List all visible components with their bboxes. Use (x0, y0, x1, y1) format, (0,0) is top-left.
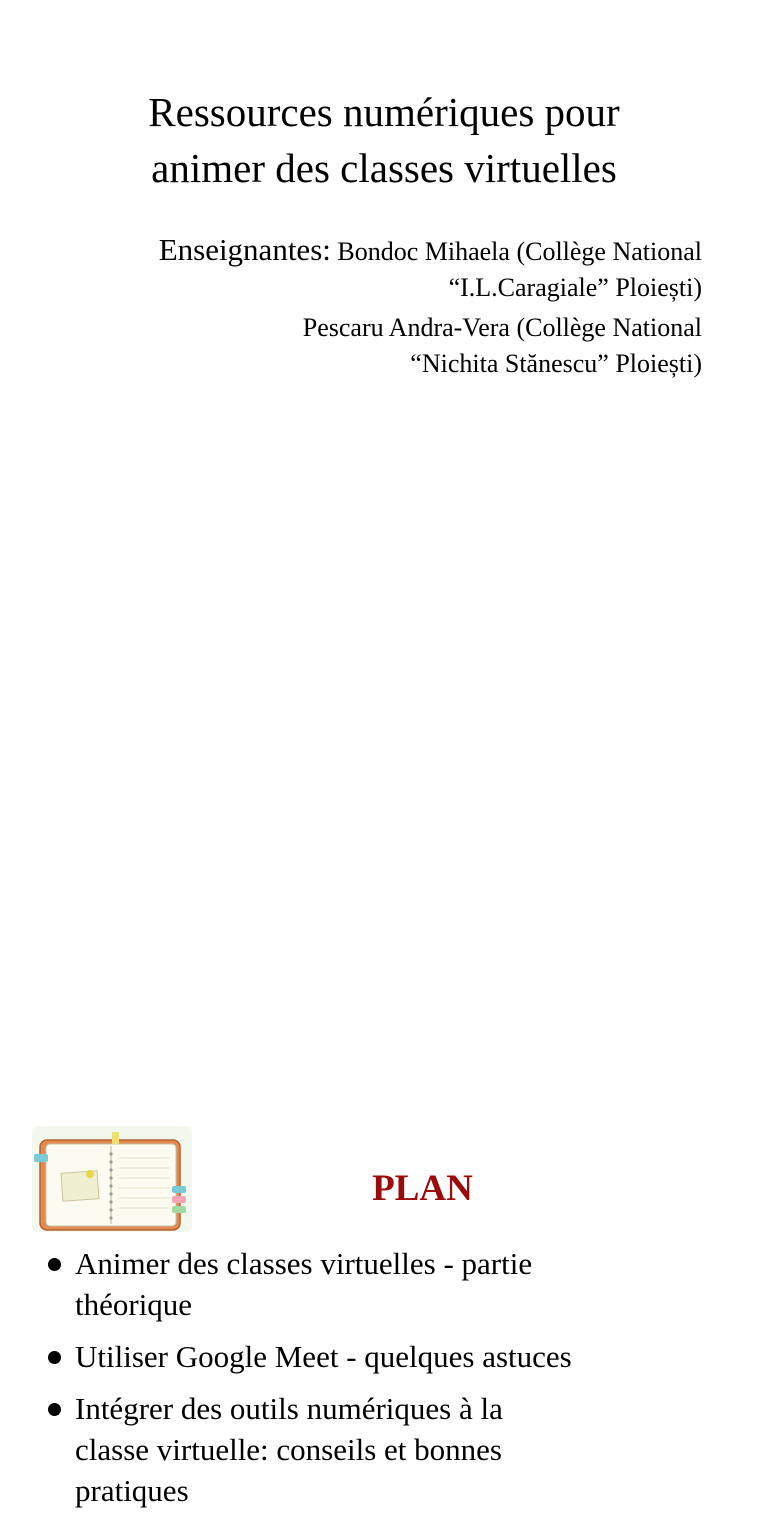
teacher1-name-affiliation: Bondoc Mihaela (Collège National (337, 237, 702, 266)
list-item-line: Animer des classes virtuelles - partie (75, 1246, 533, 1281)
teacher2-line1: Pescaru Andra-Vera (Collège National (302, 313, 702, 342)
list-item (44, 1388, 644, 1511)
teacher1-line1 (60, 232, 702, 270)
bullet-icon (48, 1351, 61, 1364)
bullet-icon (48, 1258, 61, 1271)
teachers-block (60, 232, 702, 382)
plan-title: PLAN (372, 1168, 473, 1209)
presentation-title (0, 84, 768, 196)
plan-slide (0, 512, 768, 1508)
notebook-icon (32, 1124, 192, 1236)
title-slide (0, 0, 768, 512)
teacher1-line2: “I.L.Caragiale” Ploiești) (448, 273, 702, 302)
teacher2-line2: “Nichita Stănescu” Ploiești) (410, 349, 702, 378)
list-item-line: Utiliser Google Meet - quelques astuces (75, 1339, 572, 1374)
title-line: Ressources numériques pour (148, 89, 620, 135)
list-item (44, 1243, 644, 1325)
list-item-line: pratiques (75, 1473, 189, 1508)
plan-list (44, 1243, 644, 1522)
list-item-line: classe virtuelle: conseils et bonnes (75, 1432, 502, 1467)
list-item-line: théorique (75, 1287, 193, 1322)
bullet-icon (48, 1403, 61, 1416)
list-item-line: Intégrer des outils numériques à la (75, 1391, 503, 1426)
title-line: animer des classes virtuelles (151, 145, 617, 191)
list-item (44, 1336, 644, 1377)
teachers-label: Enseignantes: (158, 232, 331, 267)
